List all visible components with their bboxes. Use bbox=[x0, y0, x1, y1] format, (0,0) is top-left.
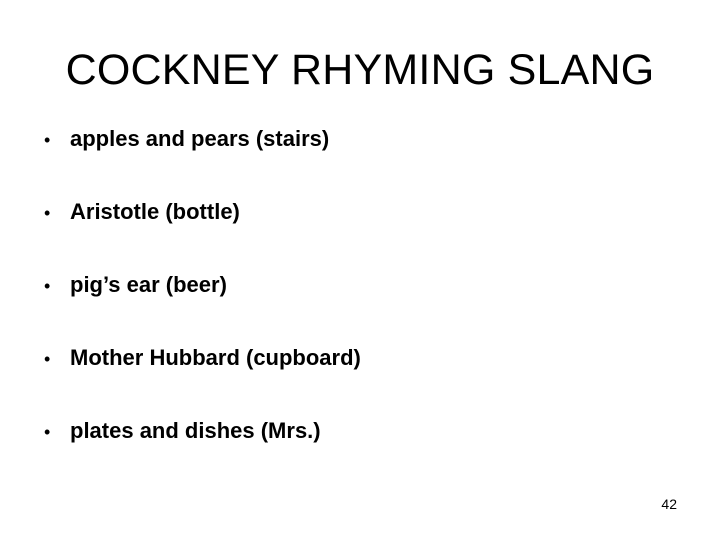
list-item-text: pig’s ear (beer) bbox=[70, 272, 227, 297]
bullet-icon: • bbox=[44, 203, 51, 223]
page-number: 42 bbox=[661, 496, 677, 512]
slide-title: COCKNEY RHYMING SLANG bbox=[65, 46, 655, 94]
list-item-text: apples and pears (stairs) bbox=[70, 126, 330, 151]
list-item bbox=[44, 345, 684, 418]
list-item-text: Mother Hubbard (cupboard) bbox=[70, 345, 361, 370]
list-item bbox=[44, 272, 684, 345]
bullet-list bbox=[44, 126, 684, 491]
bullet-icon: • bbox=[44, 422, 51, 442]
list-item bbox=[44, 418, 684, 491]
list-item bbox=[44, 199, 684, 272]
bullet-icon: • bbox=[44, 349, 51, 369]
list-item-text: plates and dishes (Mrs.) bbox=[70, 418, 321, 443]
list-item bbox=[44, 126, 684, 199]
list-item-text: Aristotle (bottle) bbox=[70, 199, 240, 224]
bullet-icon: • bbox=[44, 130, 51, 150]
bullet-icon: • bbox=[44, 276, 51, 296]
